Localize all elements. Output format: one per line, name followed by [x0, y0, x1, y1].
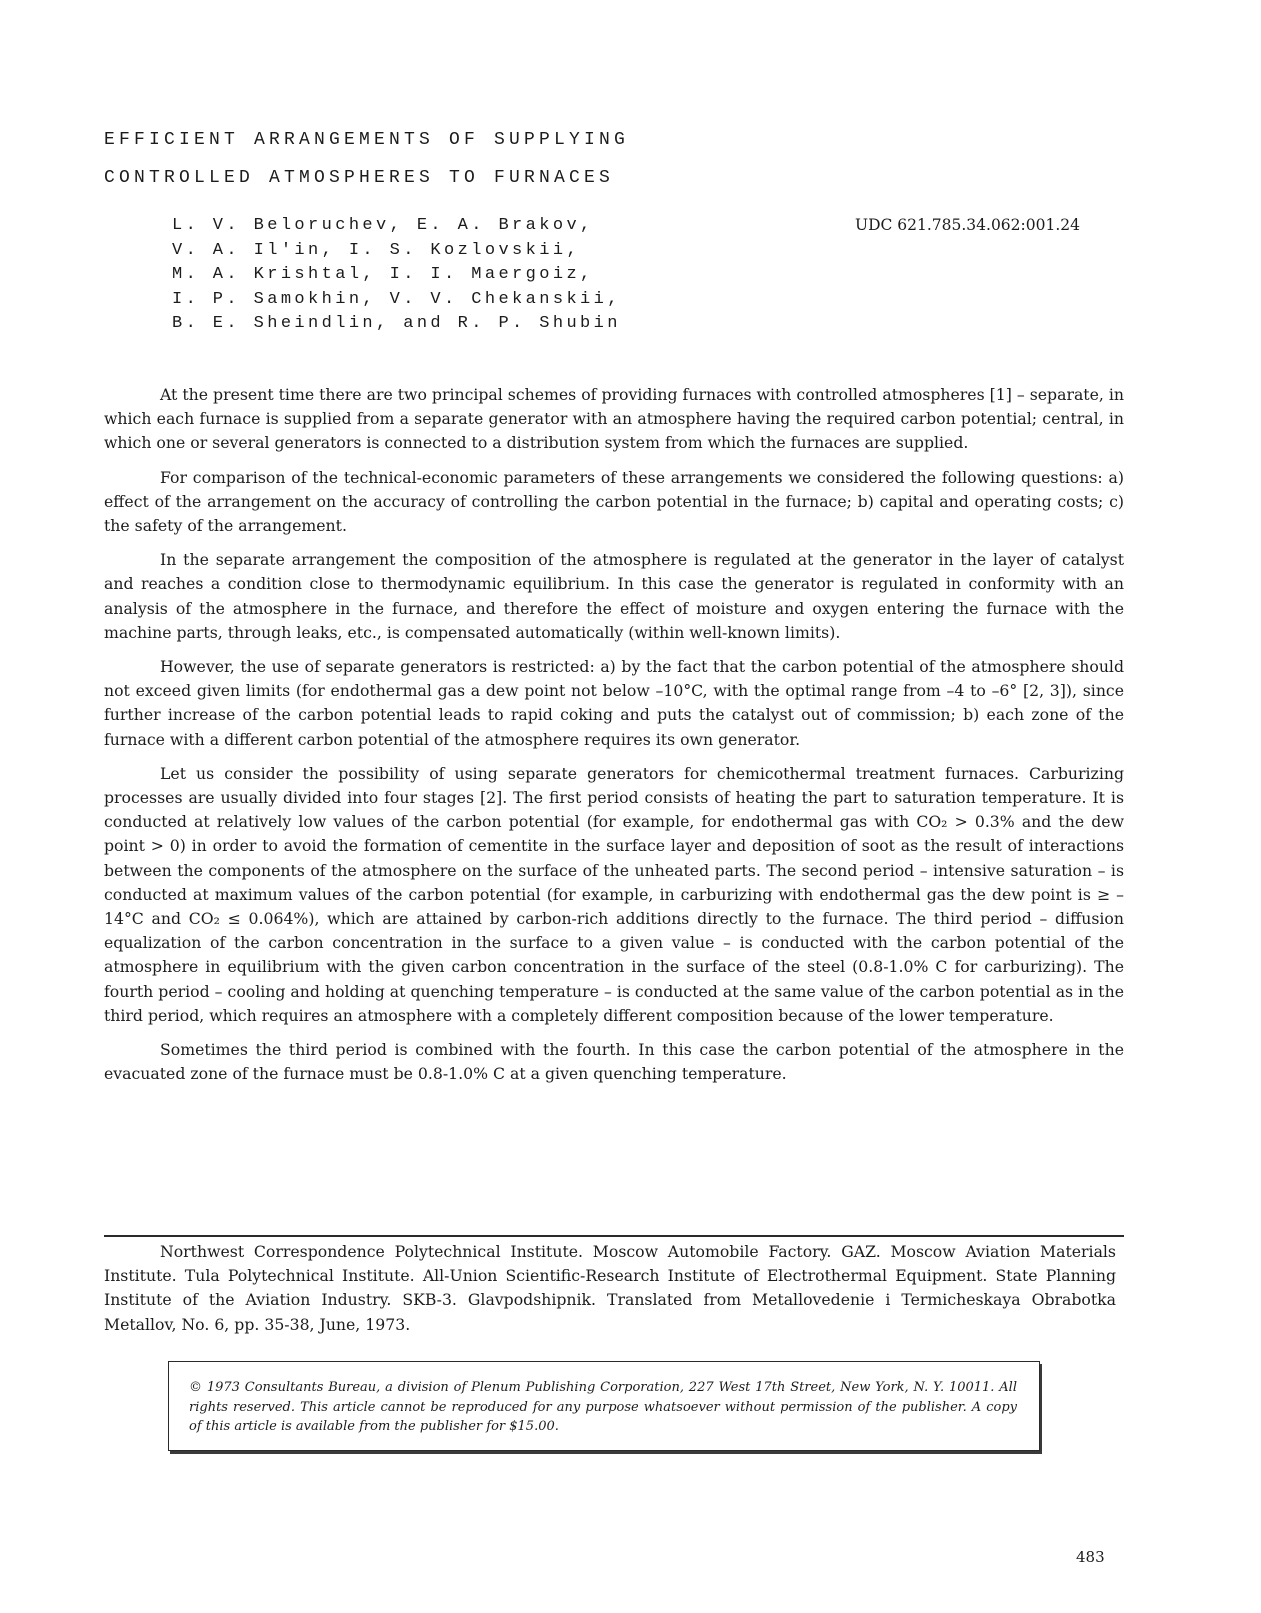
paragraph: For comparison of the technical-economic parameters of these arrangements we considered the following questions: a) effect of the arrangement on the accuracy of controlling the carbon potential in the furnace; b) capital and operating costs; c) the safety of the arrangement.	[104, 467, 1124, 536]
paragraph: However, the use of separate generators is restricted: a) by the fact that the carbon potential of the atmosphere should not exceed given limits (for endothermal gas a dew point not below –10°C, with the optimal range from –4 to –6° [2, 3]), since further increase of the carbon potential leads to rapid coking and puts the catalyst out of commission; b) each zone of the furnace with a different carbon potential of the atmosphere requires its own generator.	[104, 657, 1124, 749]
author-line: M. A. Krishtal, I. I. Maergoiz,	[172, 265, 594, 284]
copyright-box	[168, 1361, 1040, 1451]
copyright-notice: © 1973 Consultants Bureau, a division of Plenum Publishing Corporation, 227 West 17th Street, New York, N. Y. 10011. All rights reserved. This article cannot be reproduced for any purpose whatsoever without permission of the publisher. A copy of this article is available from the publisher for $15.00.	[189, 1380, 1017, 1434]
affiliation-footnote: Northwest Correspondence Polytechnical Institute. Moscow Automobile Factory. GAZ. Moscow Aviation Materials Institute. Tula Polytechnical Institute. All-Union Scientific-Research Institute of Electrothermal Equipment. State Planning Institute of the Aviation Industry. SKB-3. Glavpodshipnik. Translated from Metallovedenie i Termicheskaya Obrabotka Metallov, No. 6, pp. 35-38, June, 1973.	[104, 1242, 1116, 1334]
author-line: L. V. Beloruchev, E. A. Brakov,	[172, 216, 594, 235]
paper-title-line-1: EFFICIENT ARRANGEMENTS OF SUPPLYING	[104, 130, 630, 150]
paragraph: Let us consider the possibility of using separate generators for chemicothermal treatment furnaces. Carburizing processes are usually divided into four stages [2]. The first period consists of heating the part to saturation temperature. It is conducted at relatively low values of the carbon potential (for example, for endothermal gas with CO₂ > 0.3% and the dew point > 0) in order to avoid the formation of cementite in the surface layer and deposition of soot as the result of interactions between the components of the atmosphere on the surface of the unheated parts. The second period – intensive saturation – is conducted at maximum values of the carbon potential (for example, in carburizing with endothermal gas the dew point is ≥ –14°C and CO₂ ≤ 0.064%), which are attained by carbon-rich additions directly to the furnace. The third period – diffusion equalization of the carbon concentration in the surface to a given value – is conducted with the carbon potential of the atmosphere in equilibrium with the given carbon concentration in the surface of the steel (0.8-1.0% C for carburizing). The fourth period – cooling and holding at quenching temperature – is conducted at the same value of the carbon potential as in the third period, which requires an atmosphere with a completely different composition because of the lower temperature.	[104, 763, 1124, 1025]
author-line: V. A. Il'in, I. S. Kozlovskii,	[172, 240, 581, 260]
body-text	[104, 383, 1124, 1086]
author-list	[172, 214, 621, 337]
paragraph: Sometimes the third period is combined with the fourth. In this case the carbon potential of the atmosphere in the evacuated zone of the furnace must be 0.8-1.0% C at a given quenching temperature.	[104, 1040, 1124, 1084]
paragraph: At the present time there are two principal schemes of providing furnaces with controlled atmospheres [1] – separate, in which each furnace is supplied from a separate generator with an atmosphere having the required carbon potential; central, in which one or several generators is connected to a distribution system from which the furnaces are supplied.	[104, 385, 1124, 453]
paragraph: In the separate arrangement the composition of the atmosphere is regulated at the generator in the layer of catalyst and reaches a condition close to thermodynamic equilibrium. In this case the generator is regulated in conformity with an analysis of the atmosphere in the furnace, and therefore the effect of moisture and oxygen entering the furnace with the machine parts, through leaks, etc., is compensated automatically (within well-known limits).	[104, 550, 1124, 642]
page-number: 483	[1076, 1548, 1105, 1566]
footnote-divider	[104, 1235, 1124, 1237]
udc-code: UDC 621.785.34.062:001.24	[855, 216, 1080, 234]
author-line: I. P. Samokhin, V. V. Chekanskii,	[172, 289, 621, 309]
author-line: B. E. Sheindlin, and R. P. Shubin	[172, 314, 621, 333]
paper-title-line-2: CONTROLLED ATMOSPHERES TO FURNACES	[104, 168, 615, 188]
